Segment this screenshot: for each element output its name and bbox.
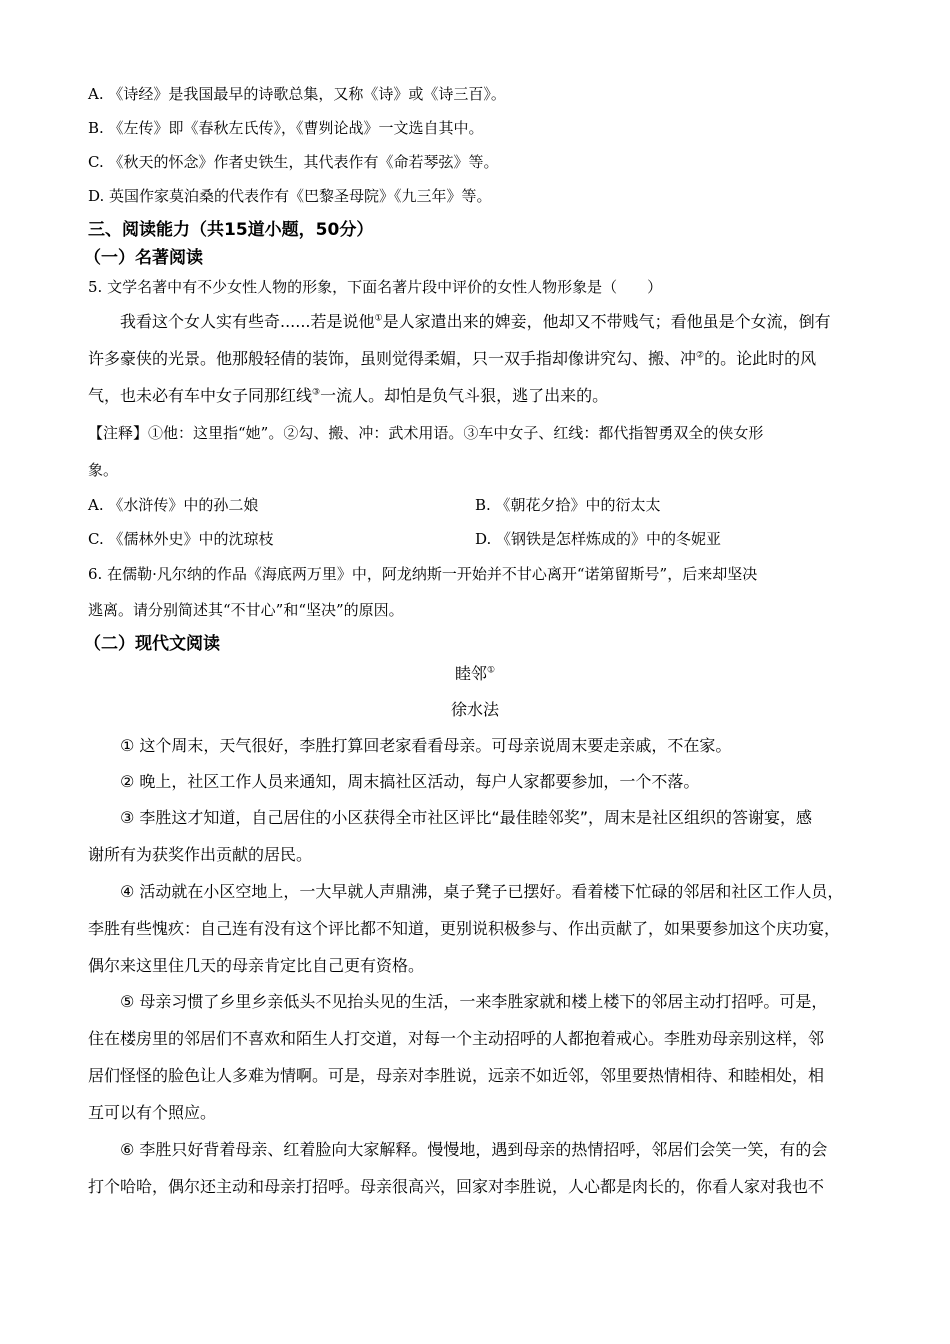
section-3-title: 三、阅读能力（共15道小题，50分）: [88, 220, 374, 240]
q4-option-b: B. 《左传》即《春秋左氏传》，《曹刿论战》一文选自其中。: [88, 119, 484, 137]
q6-line-1: 6. 在儒勒·凡尔纳的作品《海底两万里》中，阿龙纳斯一开始并不甘心离开“诺第留斯号”，后来却坚决: [88, 565, 758, 583]
article-paragraph-3-line-1: ③ 李胜这才知道，自己居住的小区获得全市社区评比“最佳睦邻奖”，周末是社区组织的答谢宴，感: [120, 808, 813, 827]
q5-option-c: C. 《儒林外史》中的沈琼枝: [88, 530, 274, 548]
q5-passage-line-3: [88, 386, 608, 406]
q5-option-b: B. 《朝花夕拾》中的衍太太: [475, 496, 661, 514]
article-paragraph-2: ② 晚上，社区工作人员来通知，周末搞社区活动，每户人家都要参加，一个不落。: [120, 772, 700, 791]
article-paragraph-4-line-3: 偶尔来这里住几天的母亲肯定比自己更有资格。: [88, 956, 425, 975]
q5-note-line-1: 【注释】①他：这里指“她”。②勾、搬、冲：武术用语。③车中女子、红线：都代指智勇双全的侠女形: [88, 424, 764, 442]
q5-passage-line-1: [120, 312, 831, 332]
article-paragraph-3-line-2: 谢所有为获奖作出贡献的居民。: [88, 845, 313, 864]
article-title: [0, 664, 950, 684]
q5-option-a: A. 《水浒传》中的孙二娘: [88, 496, 259, 514]
q5-stem: 5. 文学名著中有不少女性人物的形象，下面名著片段中评价的女性人物形象是（ ）: [88, 278, 663, 296]
q4-option-d: D. 英国作家莫泊桑的代表作有《巴黎圣母院》《九三年》等。: [88, 187, 492, 205]
q5-passage-text: 我看这个女人实有些奇......若是说他: [120, 312, 375, 331]
q5-passage-text: 一流人。却怕是负气斗狠，逃了出来的。: [320, 386, 609, 405]
subsection-1-title: （一）名著阅读: [84, 248, 203, 268]
article-paragraph-5-line-2: 住在楼房里的邻居们不喜欢和陌生人打交道，对每一个主动招呼的人都抱着戒心。李胜劝母亲别这样，邻: [88, 1029, 825, 1048]
article-title-text: 睦邻: [454, 664, 487, 683]
article-paragraph-5-line-3: 居们怪怪的脸色让人多难为情啊。可是，母亲对李胜说，远亲不如近邻，邻里要热情相待、和睦相处，相: [88, 1066, 825, 1085]
subsection-2-title: （二）现代文阅读: [84, 634, 220, 654]
q5-passage-text: 气，也未必有车中女子同那红线: [88, 386, 313, 405]
q5-passage-text: 许多豪侠的光景。他那般轻倩的装饰，虽则觉得柔媚，只一双手指却像讲究勾、搬、冲: [88, 349, 697, 368]
note-marker: ①: [486, 665, 496, 676]
note-marker: ②: [696, 350, 705, 361]
note-marker: ①: [374, 313, 383, 324]
article-paragraph-4-line-2: 李胜有些愧疚：自己连有没有这个评比都不知道，更别说积极参与、作出贡献了，如果要参加这个庆功宴，: [88, 919, 841, 938]
q6-line-2: 逃离。请分别简述其“不甘心”和“坚决”的原因。: [88, 601, 404, 619]
article-paragraph-5-line-1: ⑤ 母亲习惯了乡里乡亲低头不见抬头见的生活，一来李胜家就和楼上楼下的邻居主动打招呼。可是，: [120, 992, 828, 1011]
q5-note-line-2: 象。: [88, 461, 119, 479]
q5-option-d: D. 《钢铁是怎样炼成的》中的冬妮亚: [475, 530, 722, 548]
q5-passage-text: 的。论此时的风: [704, 349, 817, 368]
article-paragraph-6-line-1: ⑥ 李胜只好背着母亲、红着脸向大家解释。慢慢地，遇到母亲的热情招呼，邻居们会笑一笑，有的会: [120, 1140, 828, 1159]
article-author: 徐水法: [450, 700, 499, 719]
q4-option-c: C. 《秋天的怀念》作者史铁生，其代表作有《命若琴弦》等。: [88, 153, 499, 171]
article-paragraph-5-line-4: 互可以有个照应。: [88, 1103, 217, 1122]
article-paragraph-1: ① 这个周末，天气很好，李胜打算回老家看看母亲。可母亲说周末要走亲戚，不在家。: [120, 736, 732, 755]
q4-option-a: A. 《诗经》是我国最早的诗歌总集，又称《诗》或《诗三百》。: [88, 85, 506, 103]
note-marker: ③: [312, 387, 321, 398]
article-paragraph-4-line-1: ④ 活动就在小区空地上，一大早就人声鼎沸，桌子凳子已摆好。看着楼下忙碌的邻居和社区工作人员，: [120, 882, 844, 901]
article-paragraph-6-line-2: 打个哈哈，偶尔还主动和母亲打招呼。母亲很高兴，回家对李胜说，人心都是肉长的，你看人家对我也不: [88, 1177, 825, 1196]
q5-passage-line-2: [88, 349, 816, 369]
q5-passage-text: 是人家遣出来的婢妾，他却又不带贱气；看他虽是个女流，倒有: [382, 312, 831, 331]
